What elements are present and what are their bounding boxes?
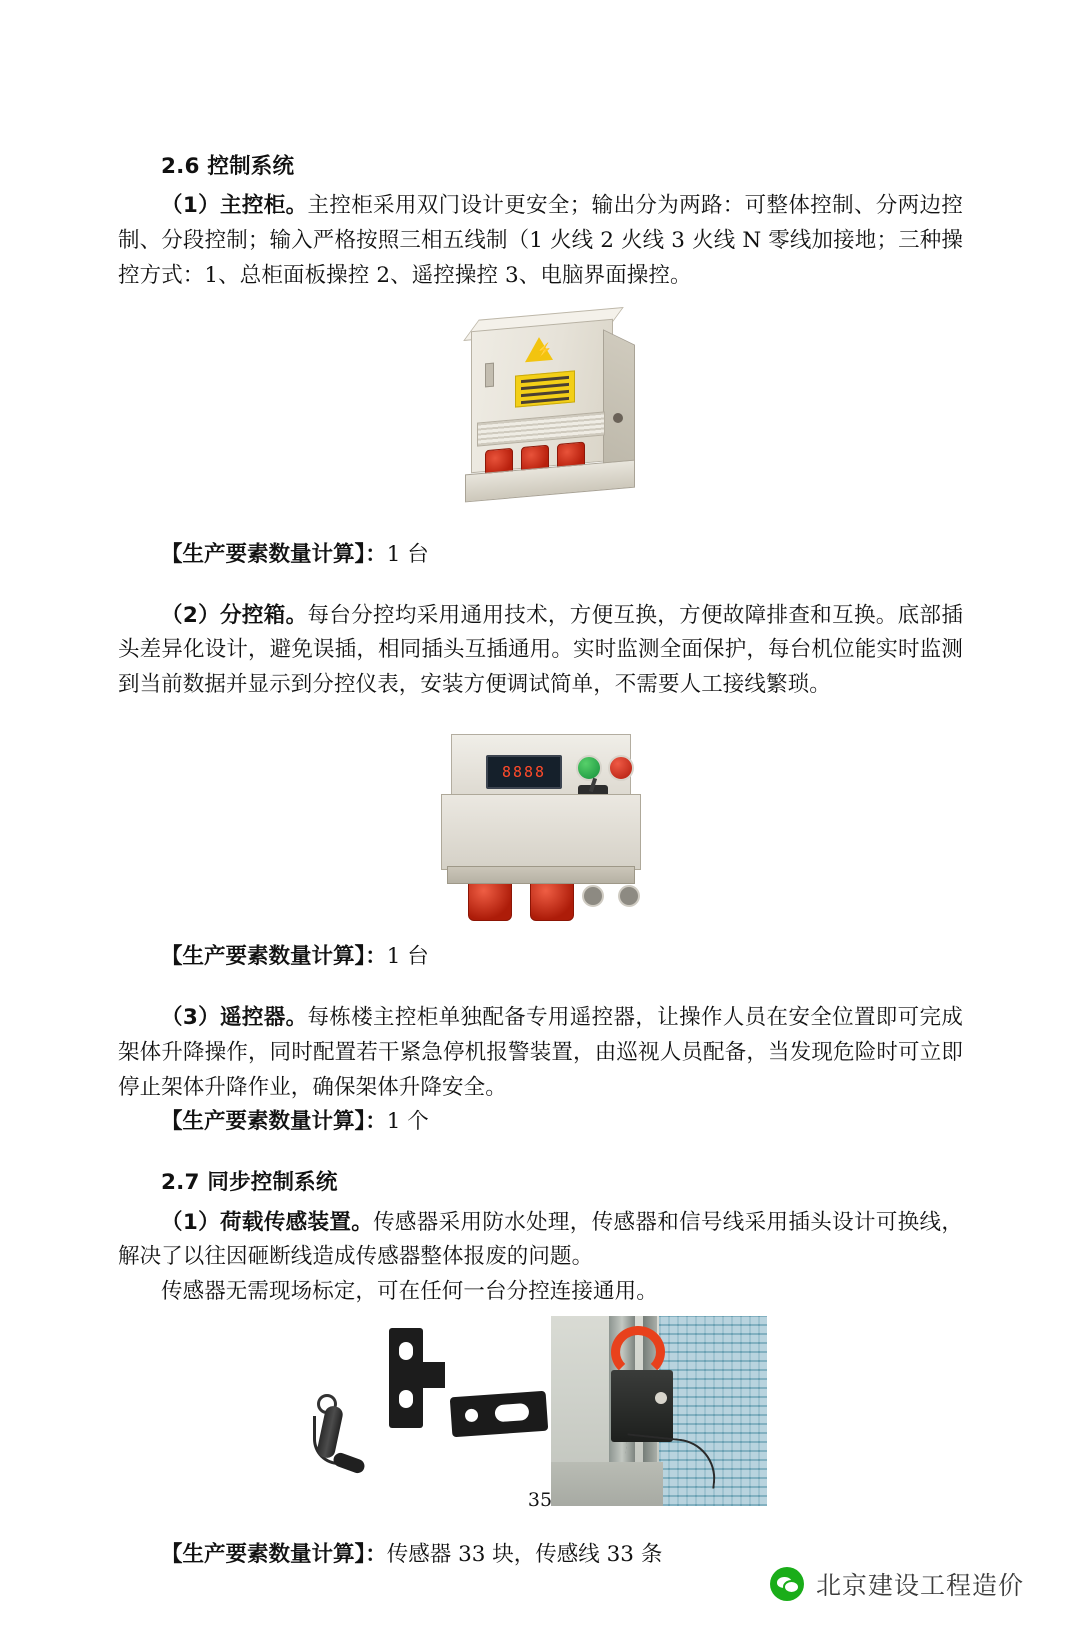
calc-line-main-cabinet — [118, 538, 963, 573]
main-control-cabinet-illustration — [463, 317, 638, 502]
sensor-parts-illustration — [311, 1316, 551, 1512]
calc-value: 传感器 33 块，传感线 33 条 — [386, 1542, 663, 1568]
sub-box-signal-ports — [582, 885, 640, 907]
green-start-button — [576, 755, 602, 781]
paragraph-body-remote-controller: 每栋楼主控柜单独配备专用遥控器，让操作人员在安全位置即可完成架体升降操作，同时配置若干紧急停机报警装置，由巡视人员配备，当发现危险时可立即停止架体升降作业，确保架体升降安全。 — [118, 1004, 963, 1100]
sensor-bracket-arm — [419, 1362, 445, 1388]
sensor-bracket-vertical — [389, 1328, 423, 1428]
photo-sensor-block — [611, 1370, 673, 1442]
sub-box-upper-housing — [451, 734, 631, 797]
paragraph-body-load-sensor: 传感器采用防水处理，传感器和信号线采用插头设计可换线，解决了以往因砸断线造成传感器整体报废的问题。 — [118, 1209, 964, 1270]
paragraph-note-load-sensor: 传感器无需现场标定，可在任何一台分控连接通用。 — [161, 1279, 658, 1305]
calc-label: 【生产要素数量计算】： — [161, 1542, 387, 1568]
document-content — [118, 150, 963, 1573]
paragraph-lead-remote-controller: （3）遥控器。 — [161, 1004, 308, 1030]
photo-bolt — [655, 1392, 667, 1404]
red-stop-button — [608, 755, 634, 781]
site-installation-photo — [551, 1316, 767, 1506]
sensor-plug — [331, 1451, 366, 1475]
paragraph-load-sensor — [118, 1206, 963, 1276]
calc-value: 1 台 — [386, 541, 429, 567]
port — [618, 885, 640, 907]
calc-label: 【生产要素数量计算】： — [161, 944, 387, 970]
footer-brand — [770, 1566, 1024, 1602]
section-heading-2-6: 2.6 控制系统 — [161, 154, 295, 179]
paragraph-lead-main-cabinet: （1）主控柜。 — [161, 193, 308, 219]
page-number: 35 — [527, 1489, 553, 1511]
paragraph-body-main-cabinet: 主控柜采用双门设计更安全；输出分为两路：可整体控制、分两边控制、分段控制；输入严格按照三相五线制（1 火线 2 火线 3 火线 N 零线加接地；三种操控方式：1、总柜面板操控 2、遥控操控 3、电脑界面操控。 — [118, 193, 963, 288]
display-value: 8888 — [501, 763, 547, 782]
paragraph-lead-sub-control-box: （2）分控箱。 — [161, 602, 308, 628]
figure-sub-control-box — [118, 713, 963, 918]
calc-line-remote-controller — [118, 1105, 963, 1140]
calc-value: 1 台 — [386, 944, 429, 970]
port — [582, 885, 604, 907]
sub-box-front-panel — [441, 794, 641, 870]
figure-main-control-cabinet — [118, 306, 963, 514]
paragraph-main-cabinet — [118, 189, 963, 293]
paragraph-body-sub-control-box: 每台分控均采用通用技术，方便互换，方便故障排查和互换。底部插头差异化设计，避免误插，相同插头互插通用。实时监测全面保护，每台机位能实时监测到当前数据并显示到分控仪表，安装方便调试简单，不需要人工接线繁琐。 — [118, 602, 963, 698]
sensor-bracket-plate — [449, 1391, 548, 1438]
warning-triangle-icon: ⚡ — [525, 336, 555, 365]
digital-display — [486, 755, 562, 789]
calc-label: 【生产要素数量计算】： — [161, 1109, 387, 1135]
section-heading-2-7: 2.7 同步控制系统 — [161, 1170, 338, 1196]
paragraph-remote-controller — [118, 1001, 963, 1105]
calc-line-sub-control-box — [118, 940, 963, 975]
footer-brand-text: 北京建设工程造价 — [815, 1571, 1024, 1600]
calc-value: 1 个 — [386, 1109, 429, 1135]
paragraph-sub-control-box — [118, 599, 963, 703]
wechat-icon — [770, 1567, 804, 1601]
sub-control-box-illustration — [433, 728, 648, 903]
paragraph-lead-load-sensor: （1）荷载传感装置。 — [161, 1209, 374, 1235]
figure-load-sensor — [118, 1316, 963, 1516]
sub-box-base — [447, 866, 635, 884]
calc-label: 【生产要素数量计算】： — [161, 541, 387, 567]
cabinet-handle — [485, 363, 494, 388]
cabinet-warning-label — [515, 371, 575, 408]
load-sensor-illustration-group — [311, 1316, 771, 1512]
